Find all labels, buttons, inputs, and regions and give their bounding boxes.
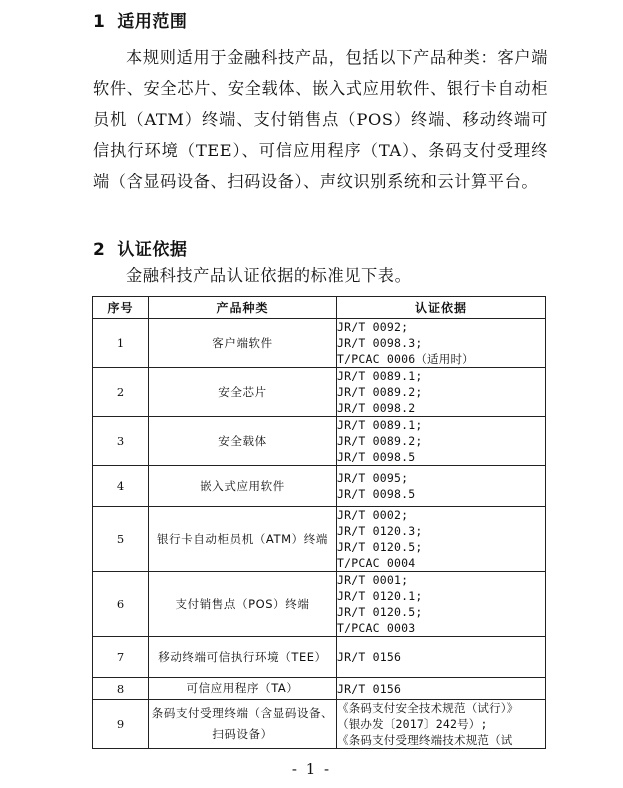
section-2-heading bbox=[93, 242, 187, 259]
cell-product: 安全载体 bbox=[149, 417, 337, 466]
cell-no: 2 bbox=[93, 368, 149, 417]
cell-no: 1 bbox=[93, 319, 149, 368]
cell-product: 可信应用程序（TA） bbox=[149, 678, 337, 700]
basis-standard: JR/T 0120.5; bbox=[337, 540, 423, 554]
section-1-paragraph: 本规则适用于金融科技产品，包括以下产品种类：客户端软件、安全芯片、安全载体、嵌入式应用软件、银行卡自动柜员机（ATM）终端、支付销售点（POS）终端、移动终端可信执行环境（TEE）、可信应用程序（TA）、条码支付受理终端（含显码设备、扫码设备）、声纹识别系统和云计算平台。 bbox=[93, 48, 548, 191]
table-row bbox=[93, 572, 546, 637]
section-1-heading bbox=[93, 14, 187, 31]
basis-standard: JR/T 0089.1; bbox=[337, 418, 423, 432]
cell-no: 6 bbox=[93, 572, 149, 637]
cell-no: 8 bbox=[93, 678, 149, 700]
basis-standard: T/PCAC 0003 bbox=[337, 621, 416, 635]
basis-standard: JR/T 0001; bbox=[337, 573, 409, 587]
cell-basis bbox=[337, 700, 546, 749]
section-2-title: 认证依据 bbox=[117, 240, 188, 260]
basis-standard: （银办发〔2017〕242号）; bbox=[337, 717, 488, 731]
page-number: - 1 - bbox=[291, 760, 332, 778]
cell-basis bbox=[337, 572, 546, 637]
table-row bbox=[93, 319, 546, 368]
basis-standard: 《条码支付安全技术规范（试行）》 bbox=[337, 701, 519, 715]
basis-standard: JR/T 0092; bbox=[337, 320, 409, 334]
basis-standard: JR/T 0098.5 bbox=[337, 450, 416, 464]
cell-no: 3 bbox=[93, 417, 149, 466]
certification-basis-table bbox=[92, 296, 546, 749]
cell-no: 4 bbox=[93, 466, 149, 507]
cell-product: 银行卡自动柜员机（ATM）终端 bbox=[149, 507, 337, 572]
cell-product: 客户端软件 bbox=[149, 319, 337, 368]
header-product: 产品种类 bbox=[149, 297, 337, 319]
table-row bbox=[93, 700, 546, 749]
basis-standard: JR/T 0089.2; bbox=[337, 434, 423, 448]
table-row bbox=[93, 417, 546, 466]
basis-standard: T/PCAC 0004 bbox=[337, 556, 416, 570]
table-header-row bbox=[93, 297, 546, 319]
cell-product: 支付销售点（POS）终端 bbox=[149, 572, 337, 637]
basis-standard: JR/T 0098.5 bbox=[337, 487, 416, 501]
section-2-lead: 金融科技产品认证依据的标准见下表。 bbox=[126, 266, 412, 285]
header-no: 序号 bbox=[93, 297, 149, 319]
cell-product: 嵌入式应用软件 bbox=[149, 466, 337, 507]
cell-no: 7 bbox=[93, 637, 149, 678]
basis-standard: JR/T 0098.2 bbox=[337, 401, 416, 415]
cell-no: 5 bbox=[93, 507, 149, 572]
basis-standard: 《条码支付受理终端技术规范（试 bbox=[337, 733, 513, 747]
cell-product: 安全芯片 bbox=[149, 368, 337, 417]
basis-standard: JR/T 0089.1; bbox=[337, 369, 423, 383]
basis-standard: JR/T 0095; bbox=[337, 471, 409, 485]
cell-basis bbox=[337, 678, 546, 700]
basis-standard: JR/T 0098.3; bbox=[337, 336, 423, 350]
table-row bbox=[93, 466, 546, 507]
table-row bbox=[93, 637, 546, 678]
cell-no: 9 bbox=[93, 700, 149, 749]
table-row bbox=[93, 507, 546, 572]
cell-product: 条码支付受理终端（含显码设备、扫码设备） bbox=[149, 700, 337, 749]
basis-standard: JR/T 0120.1; bbox=[337, 589, 423, 603]
basis-standard: JR/T 0156 bbox=[337, 650, 402, 664]
cell-basis bbox=[337, 466, 546, 507]
basis-standard: JR/T 0089.2; bbox=[337, 385, 423, 399]
basis-standard: JR/T 0120.3; bbox=[337, 524, 423, 538]
cell-basis bbox=[337, 319, 546, 368]
header-basis: 认证依据 bbox=[337, 297, 546, 319]
basis-standard: JR/T 0120.5; bbox=[337, 605, 423, 619]
table-row bbox=[93, 368, 546, 417]
table-row bbox=[93, 678, 546, 700]
cell-basis bbox=[337, 417, 546, 466]
cell-basis bbox=[337, 507, 546, 572]
section-2-number: 2 bbox=[93, 240, 106, 260]
cell-basis bbox=[337, 637, 546, 678]
section-1-number: 1 bbox=[93, 12, 106, 32]
table-body bbox=[93, 319, 546, 749]
basis-standard: JR/T 0156 bbox=[337, 681, 402, 696]
cell-basis bbox=[337, 368, 546, 417]
section-1-title: 适用范围 bbox=[117, 12, 188, 32]
basis-standard: JR/T 0002; bbox=[337, 508, 409, 522]
cell-product: 移动终端可信执行环境（TEE） bbox=[149, 637, 337, 678]
basis-standard: T/PCAC 0006（适用时） bbox=[337, 352, 474, 366]
